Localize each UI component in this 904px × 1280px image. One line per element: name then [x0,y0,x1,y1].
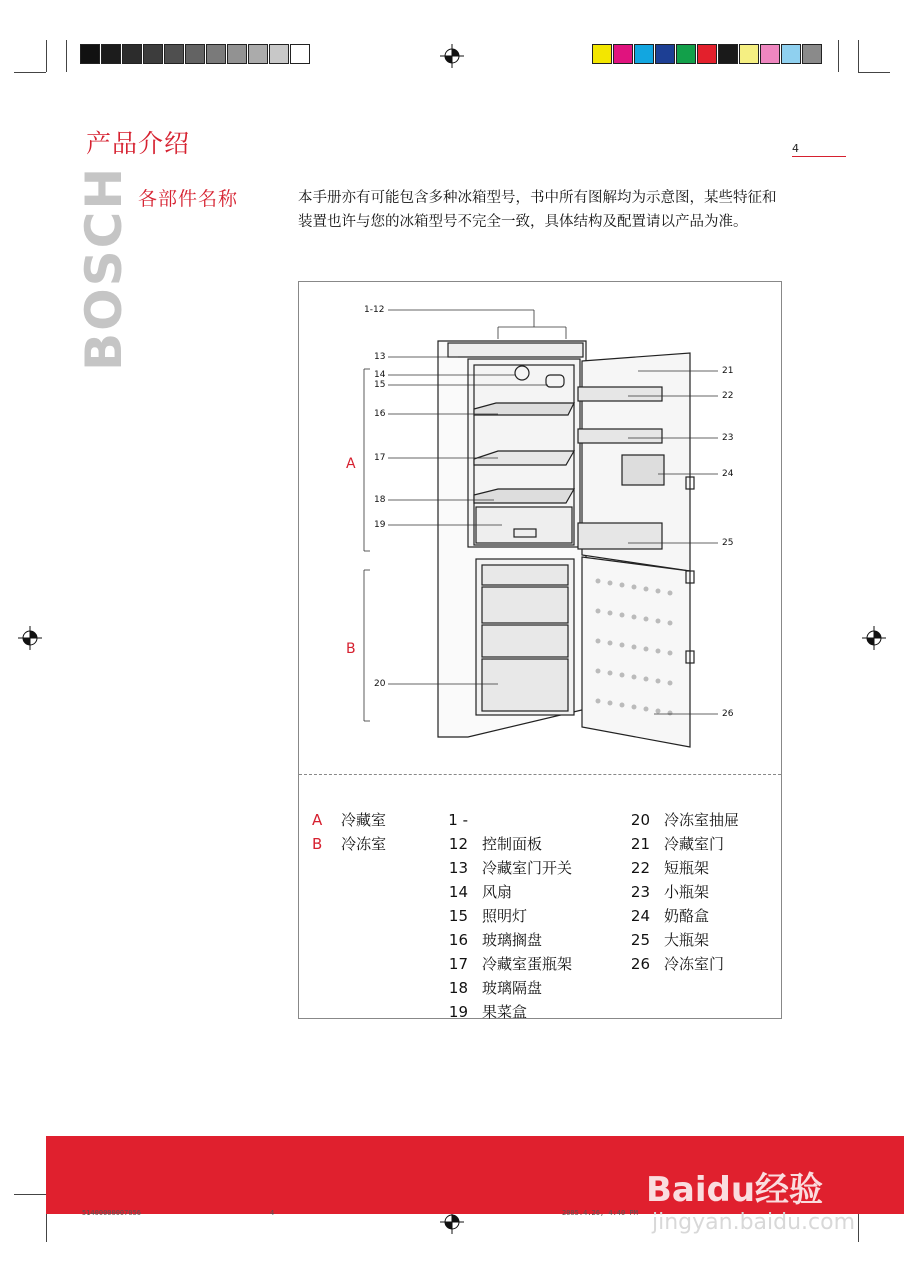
legend-text: 大瓶架 [664,931,710,949]
page-number: 4 [792,142,799,155]
legend-num: 19 [448,1003,468,1021]
legend-item [428,880,628,904]
legend-text: 冷冻室抽屉 [664,811,740,829]
legend-letter: B [312,835,323,853]
legend-item [610,808,780,832]
legend-text: 控制面板 [482,835,543,853]
legend-num: 17 [448,955,468,973]
legend-zone-b [312,832,386,856]
legend-text: 果菜盒 [482,1003,528,1021]
legend-text: 冷冻室门 [664,955,725,973]
print-code: 51400000007056 [82,1209,142,1217]
legend-column-2 [610,808,780,976]
legend-zone-name: 冷藏室 [341,811,387,829]
legend-text: 冷藏室门开关 [482,859,573,877]
label-16: 16 [374,409,386,419]
legend-num: 15 [448,907,468,925]
label-24: 24 [722,469,734,479]
page-title: 产品介绍 [86,129,191,158]
legend-item [610,904,780,928]
legend-text: 照明灯 [482,907,528,925]
print-page: 4 [270,1209,275,1217]
legend-num: 21 [630,835,650,853]
legend-num: 13 [448,859,468,877]
legend-text: 小瓶架 [664,883,710,901]
label-22: 22 [722,391,734,401]
legend-item [428,1000,628,1024]
label-21: 21 [722,366,734,376]
legend-text: 冷藏室门 [664,835,725,853]
legend-item [610,928,780,952]
legend-num: 18 [448,979,468,997]
legend-text: 冷藏室蛋瓶架 [482,955,573,973]
legend-item [428,952,628,976]
legend-num: 1 - 12 [448,811,468,853]
legend-num: 20 [630,811,650,829]
legend-item [610,832,780,856]
legend-item [610,856,780,880]
legend-item [428,976,628,1000]
label-19: 19 [374,520,386,530]
legend-zone-name: 冷冻室 [341,835,387,853]
brand-logo: BOSCH [75,165,133,371]
legend-text: 玻璃隔盘 [482,979,543,997]
intro-paragraph: 本手册亦有可能包含多种冰箱型号，书中所有图解均为示意图，某些特征和装置也许与您的冰箱型号不完全一致，具体结构及配置请以产品为准。 [298,190,777,230]
label-23: 23 [722,433,734,443]
legend-num: 24 [630,907,650,925]
legend-text: 风扇 [482,883,513,901]
print-timestamp: 2005.4.26, 4:40 PM [562,1209,638,1217]
legend-num: 22 [630,859,650,877]
watermark-logo: Baidu经验 [646,1170,824,1210]
legend-item [428,808,628,856]
label-1-12: 1-12 [364,305,385,315]
fridge-diagram [298,281,782,775]
legend-letter: A [312,811,323,829]
label-26: 26 [722,709,734,719]
zone-a-label: A [346,456,356,472]
legend-column-1 [428,808,628,1024]
page-number-rule [792,156,846,157]
legend-num: 16 [448,931,468,949]
label-20: 20 [374,679,386,689]
label-18: 18 [374,495,386,505]
legend-zone-a [312,808,386,832]
legend-num: 23 [630,883,650,901]
legend-num: 14 [448,883,468,901]
legend-text: 短瓶架 [664,859,710,877]
legend-text: 奶酪盒 [664,907,710,925]
label-15: 15 [374,380,386,390]
label-17: 17 [374,453,386,463]
label-14: 14 [374,370,386,380]
zone-b-label: B [346,641,356,657]
label-25: 25 [722,538,734,548]
legend-item [610,952,780,976]
legend-text: 玻璃搁盘 [482,931,543,949]
label-13: 13 [374,352,386,362]
legend-item [428,928,628,952]
legend-item [428,904,628,928]
legend-item [428,856,628,880]
legend-num: 25 [630,931,650,949]
section-title: 各部件名称 [138,188,239,210]
watermark-url: jingyan.baidu.com [652,1210,856,1235]
legend-num: 26 [630,955,650,973]
legend-item [610,880,780,904]
